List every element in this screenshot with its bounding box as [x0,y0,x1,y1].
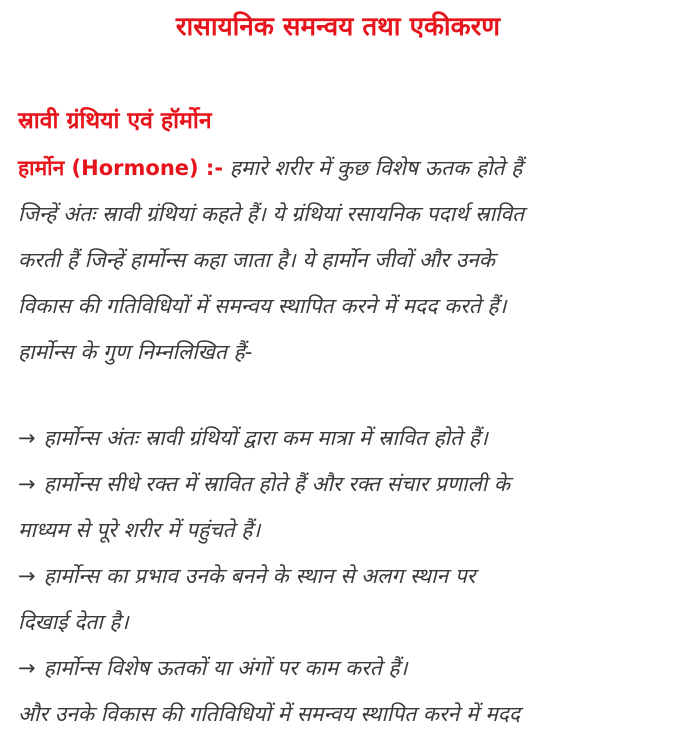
list-item [18,553,663,645]
definition-paragraph [18,145,658,375]
page-title: रासायनिक समन्वय तथा एकीकरण [175,12,501,42]
definition-line-1 [18,145,658,191]
definition-line-2: जिन्हें अंतः स्रावी ग्रंथियां कहते हैं। ये ग्रंथियां रसायनिक पदार्थ स्रावित [18,202,525,226]
list-item [18,415,663,461]
arrow-right-icon: → [18,426,36,450]
definition-term: हार्मोन (Hormone) :- [18,156,224,180]
list-item-continuation: और उनके विकास की गतिविधियों में समन्वय स्थापित करने में मदद [18,702,521,726]
list-item-text: हार्मोन्स अंतः स्रावी ग्रंथियों द्वारा कम मात्रा में स्रावित होते हैं। [43,426,488,450]
definition-line-3: करती हैं जिन्हें हार्मोन्स कहा जाता है। ये हार्मोन जीवों और उनके [18,248,495,272]
definition-line-5: हार्मोन्स के गुण निम्नलिखित हैं- [18,340,253,364]
list-item [18,461,663,553]
list-item [18,645,663,737]
definition-text-1: हमारे शरीर में कुछ विशेष ऊतक होते हैं [229,156,523,180]
list-item-text: हार्मोन्स विशेष ऊतकों या अंगों पर काम करते हैं। [43,656,408,680]
list-item-continuation: माध्यम से पूरे शरीर में पहुंचते हैं। [18,518,261,542]
arrow-right-icon: → [18,656,36,680]
arrow-right-icon: → [18,564,36,588]
list-item-continuation: दिखाई देता है। [18,610,129,634]
arrow-right-icon: → [18,472,36,496]
properties-list [18,415,663,737]
list-item-text: हार्मोन्स सीधे रक्त में स्रावित होते हैं और रक्त संचार प्रणाली के [43,472,510,496]
list-item-text: हार्मोन्स का प्रभाव उनके बनने के स्थान से अलग स्थान पर [43,564,476,588]
definition-line-4: विकास की गतिविधियों में समन्वय स्थापित करने में मदद करते हैं। [18,294,507,318]
section-subheading: स्रावी ग्रंथियां एवं हॉर्मोन [18,108,212,134]
